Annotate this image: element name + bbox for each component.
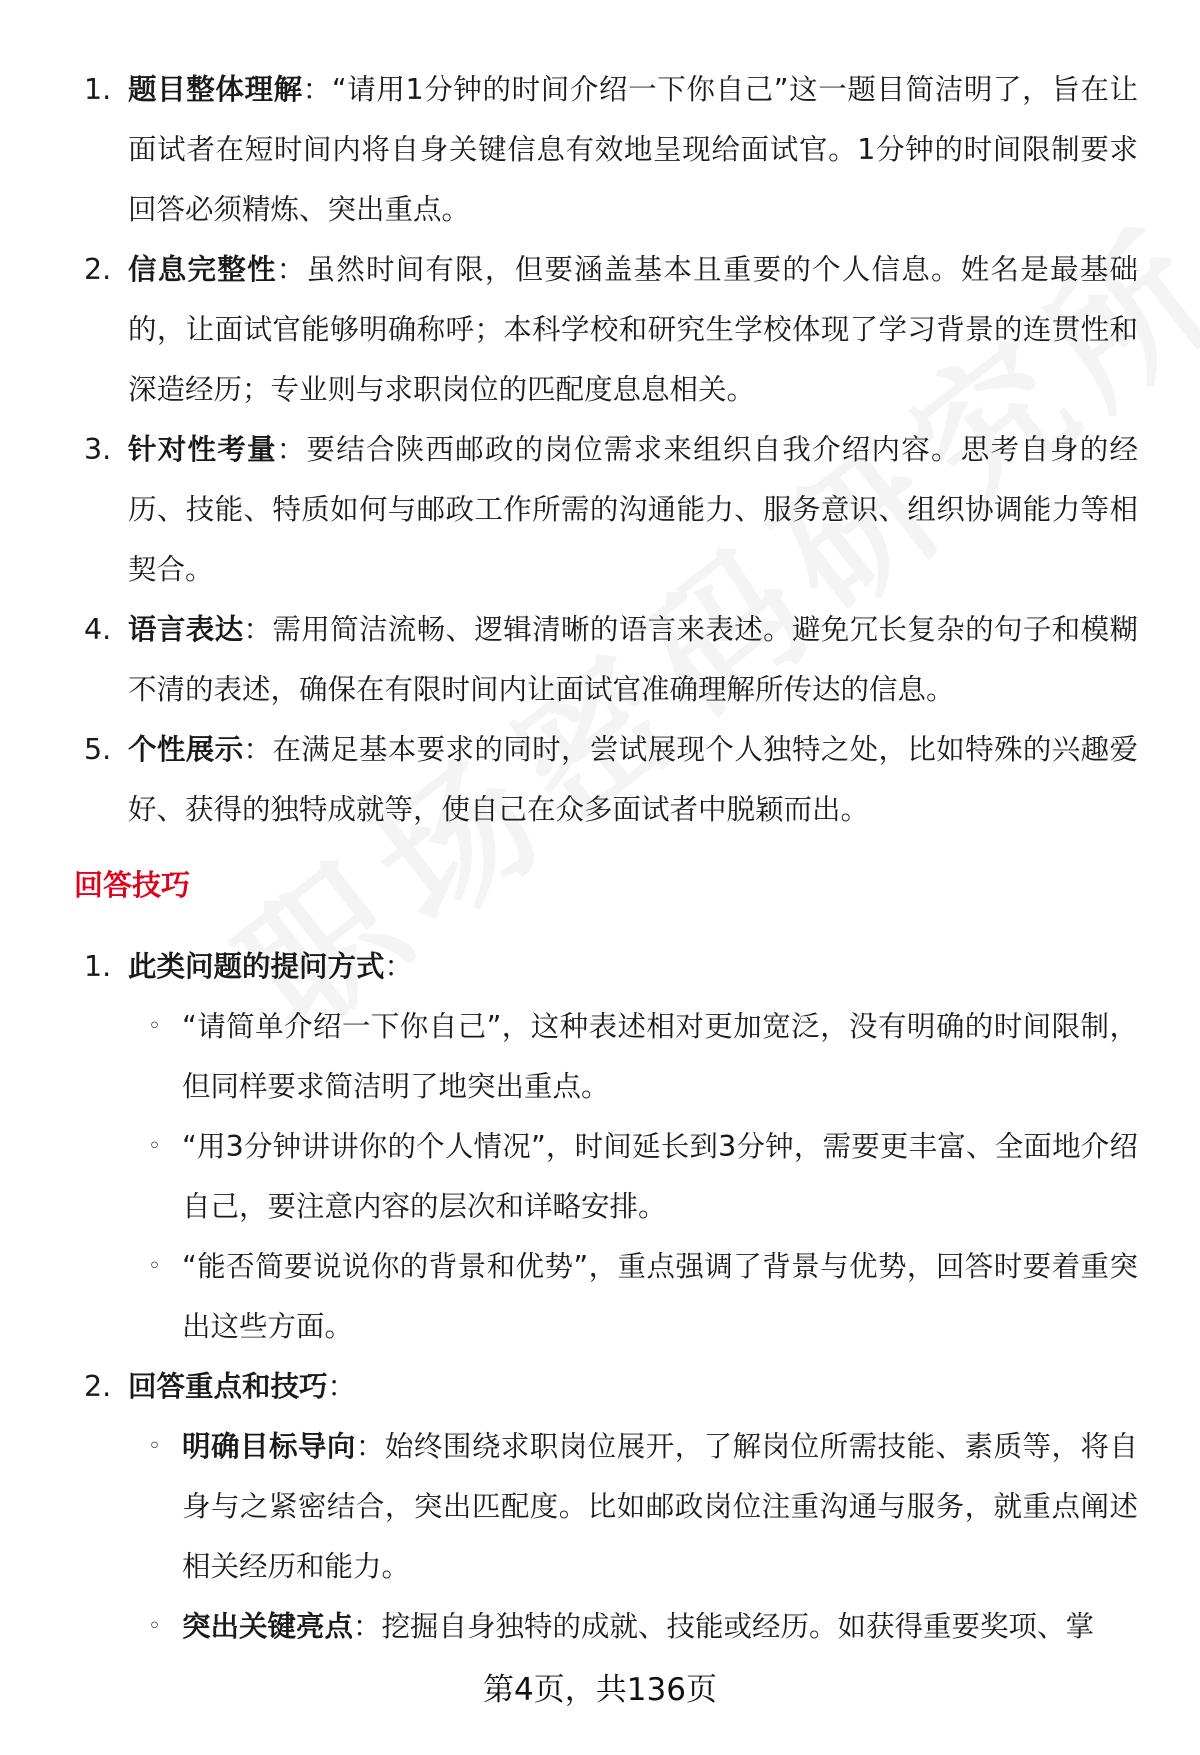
list-item [84,600,1138,720]
item-text: 在满足基本要求的同时，尝试展现个人独特之处，比如特殊的兴趣爱好、获得的独特成就等，使自己在众多面试者中脱颖而出。 [128,733,1138,826]
item-title: 题目整体理解 [128,73,303,106]
bullet-icon: ◦ [148,1434,161,1459]
item-separator: ： [384,950,414,983]
page-footer: 第4页，共136页 [483,1672,717,1708]
sub-item-text: “能否简要说说你的背景和优势”，重点强调了背景与优势，回答时要着重突出这些方面。 [182,1250,1138,1343]
item-title: 语言表达 [128,613,244,646]
item-number: 1. [84,73,112,106]
list-item [84,60,1138,240]
item-title: 信息完整性 [128,253,277,286]
sub-list-item [148,1237,1138,1357]
item-number: 4. [84,613,112,646]
bullet-icon: ◦ [148,1614,161,1639]
item-separator: ： [243,613,273,646]
item-separator: ： [327,1370,357,1403]
sub-item-separator: ： [353,1610,382,1643]
sub-list-item [148,1597,1138,1657]
item-number: 1. [84,950,112,983]
list-item [84,1357,1138,1417]
section-heading: 回答技巧 [74,868,191,902]
item-body [128,600,1138,720]
sub-list-item [148,997,1138,1117]
sub-list-item [148,1417,1138,1597]
item-title: 回答重点和技巧 [128,1370,328,1403]
item-body [128,720,1138,840]
sub-item-title: 突出关键亮点 [182,1610,354,1643]
item-text: “请用1分钟的时间介绍一下你自己”这一题目简洁明了，旨在让面试者在短时间内将自身关键信息有效地呈现给面试官。1分钟的时间限制要求回答必须精炼、突出重点。 [128,73,1138,226]
item-separator: ： [276,433,307,466]
item-number: 3. [84,433,112,466]
bullet-icon: ◦ [148,1134,161,1159]
list-item [84,937,1138,997]
sub-item-body [182,1117,1138,1237]
item-title: 个性展示 [128,733,244,766]
sub-item-body [182,997,1138,1117]
list-item [84,720,1138,840]
item-number: 2. [84,253,112,286]
sub-item-body [182,1237,1138,1357]
item-text: 需用简洁流畅、逻辑清晰的语言来表述。避免冗长复杂的句子和模糊不清的表述，确保在有限时间内让面试官准确理解所传达的信息。 [128,613,1138,706]
bullet-icon: ◦ [148,1254,161,1279]
bullet-icon: ◦ [148,1014,161,1039]
item-separator: ： [243,733,273,766]
item-body [128,1357,1138,1417]
sub-item-body [182,1597,1138,1657]
item-body [128,420,1138,600]
sub-item-body [182,1417,1138,1597]
sub-list-item [148,1117,1138,1237]
item-separator: ： [302,73,332,106]
item-text: 虽然时间有限，但要涵盖基本且重要的个人信息。姓名是最基础的，让面试官能够明确称呼；本科学校和研究生学校体现了学习背景的连贯性和深造经历；专业则与求职岗位的匹配度息息相关。 [128,253,1138,406]
item-title: 针对性考量 [128,433,277,466]
item-title: 此类问题的提问方式 [128,950,385,983]
item-body [128,60,1138,240]
sub-item-text: “请简单介绍一下你自己”，这种表述相对更加宽泛，没有明确的时间限制，但同样要求简洁明了地突出重点。 [182,1010,1138,1103]
item-separator: ： [276,253,307,286]
item-number: 2. [84,1370,112,1403]
sub-item-separator: ： [355,1430,385,1463]
sub-item-title: 明确目标导向 [182,1430,356,1463]
item-body [128,240,1138,420]
sub-item-text: “用3分钟讲讲你的个人情况”，时间延长到3分钟，需要更丰富、全面地介绍自己，要注意内容的层次和详略安排。 [182,1130,1138,1223]
list-item [84,420,1138,600]
item-number: 5. [84,733,112,766]
sub-item-text: 挖掘自身独特的成就、技能或经历。如获得重要奖项、掌 [381,1610,1095,1643]
sub-item-text: 始终围绕求职岗位展开，了解岗位所需技能、素质等，将自身与之紧密结合，突出匹配度。比如邮政岗位注重沟通与服务，就重点阐述相关经历和能力。 [182,1430,1138,1583]
item-body [128,937,1138,997]
item-text: 要结合陕西邮政的岗位需求来组织自我介绍内容。思考自身的经历、技能、特质如何与邮政工作所需的沟通能力、服务意识、组织协调能力等相契合。 [128,433,1138,586]
list-item [84,240,1138,420]
